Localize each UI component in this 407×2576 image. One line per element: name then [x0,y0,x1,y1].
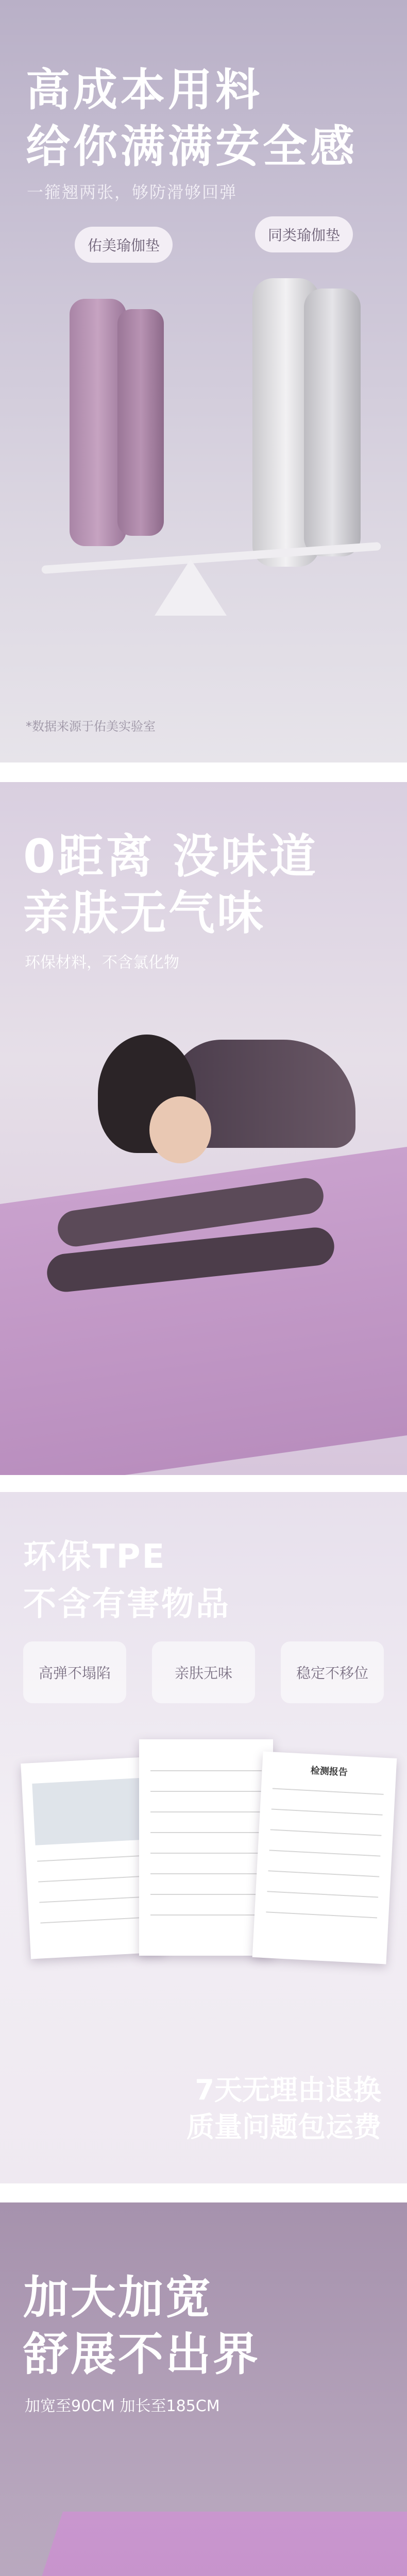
section2-subtitle: 环保材料，不含氯化物 [25,954,179,972]
section2-title [23,828,318,942]
section2-title-line2: 亲肤无气味 [23,886,265,940]
tag-similar-mat: 同类瑜伽垫 [255,216,353,252]
section-gap [0,2183,407,2202]
section1-title [26,62,358,175]
section3-title-line1: 环保TPE [23,1538,166,1576]
section4-title [23,2269,260,2383]
purple-mat-roll-back [117,309,164,536]
section-material-cost [0,0,407,762]
section4-subtitle: 加宽至90CM 加长至185CM [25,2397,220,2415]
report-page-center [139,1739,273,1956]
section-gap [0,762,407,782]
data-source-note: *数据来源于佑美实验室 [26,719,156,734]
section4-title-line2: 舒展不出界 [23,2328,261,2381]
model-face [149,1096,211,1163]
section4-title-line1: 加大加宽 [23,2271,213,2324]
large-yoga-mat [0,2512,407,2576]
section3-title [23,1533,230,1628]
tag-youmei-mat: 佑美瑜伽垫 [75,227,173,263]
feature-pill-odorless: 亲肤无味 [152,1641,255,1703]
report-page-right [252,1751,397,1964]
section1-subtitle: 一箍翘两张，够防滑够回弹 [27,182,238,202]
report-title: 检测报告 [310,1765,348,1778]
section-odorless [0,782,407,1475]
section3-title-line2: 不含有害物品 [23,1585,230,1623]
guarantee-text [186,2072,381,2146]
guarantee-line2: 质量问题包运费 [186,2111,381,2143]
section1-title-line2: 给你满满安全感 [26,121,358,173]
grey-mat-roll-back [304,289,361,556]
section-wider-mat [0,2202,407,2576]
section2-title-line1: 0距离 没味道 [23,829,318,884]
feature-pill-stable: 稳定不移位 [281,1641,384,1703]
section-eco-tpe [0,1492,407,2183]
feature-pill-elastic: 高弹不塌陷 [23,1641,126,1703]
yoga-mat [0,1138,407,1475]
section1-title-line1: 高成本用料 [26,64,263,116]
seesaw-pivot [155,559,227,616]
guarantee-line1: 7天无理由退换 [195,2074,381,2106]
section-gap [0,1475,407,1492]
